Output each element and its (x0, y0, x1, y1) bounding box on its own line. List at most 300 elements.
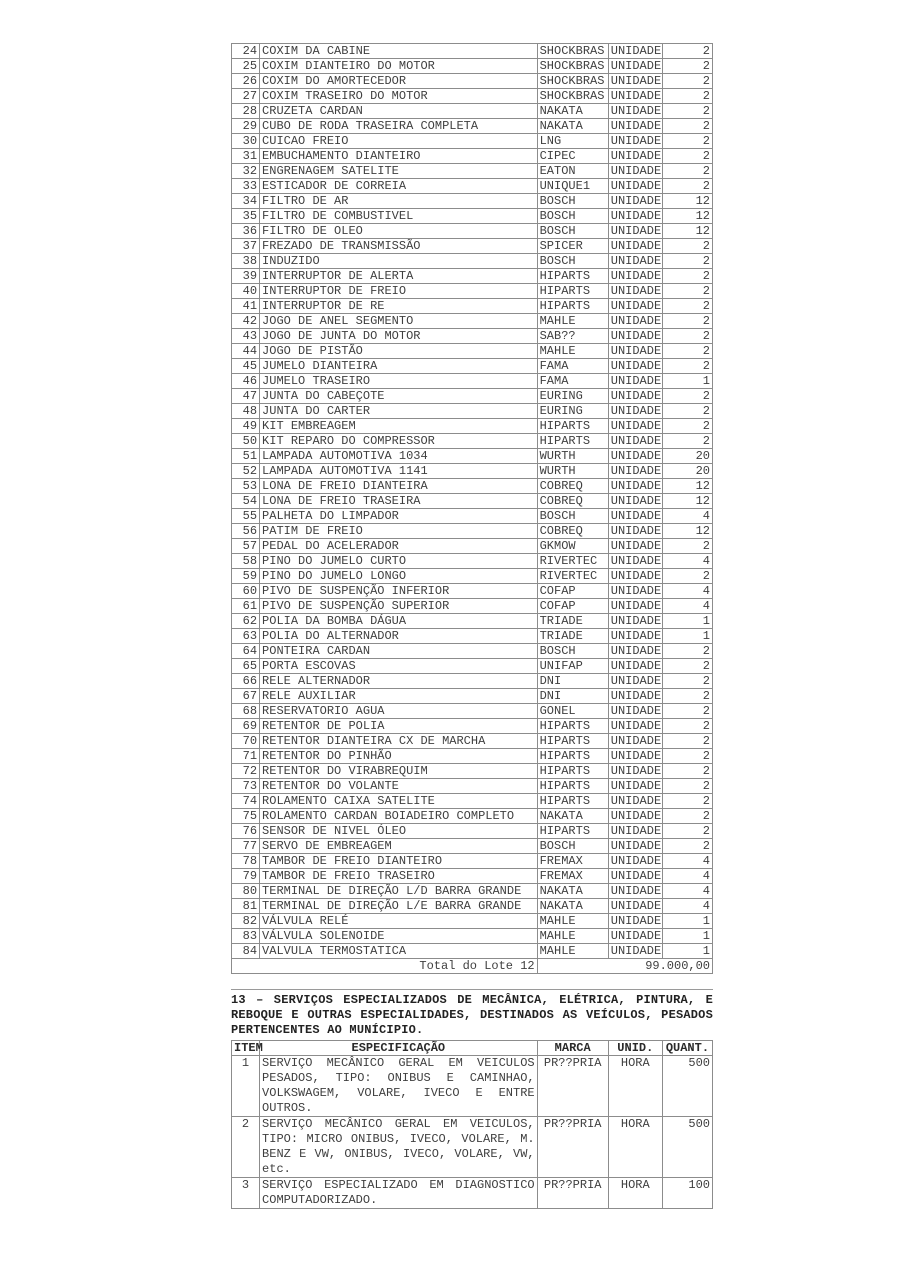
parts-table-row (232, 914, 713, 929)
parts-table-row (232, 704, 713, 719)
quantity-cell: 2 (662, 74, 712, 89)
brand-cell: FAMA (537, 374, 608, 389)
quantity-cell: 100 (662, 1178, 712, 1209)
unit-cell: UNIDADE (608, 539, 662, 554)
item-number-cell: 77 (232, 839, 260, 854)
brand-cell: MAHLE (537, 944, 608, 959)
parts-table-row (232, 929, 713, 944)
brand-cell: SPICER (537, 239, 608, 254)
unit-cell: UNIDADE (608, 164, 662, 179)
unit-cell: UNIDADE (608, 689, 662, 704)
item-number-cell: 49 (232, 419, 260, 434)
quantity-cell: 500 (662, 1056, 712, 1117)
quantity-cell: 4 (662, 599, 712, 614)
unit-cell: UNIDADE (608, 89, 662, 104)
unit-cell: UNIDADE (608, 944, 662, 959)
unit-cell: UNIDADE (608, 74, 662, 89)
quantity-cell: 12 (662, 194, 712, 209)
specification-cell: VÁLVULA RELÉ (260, 914, 538, 929)
unit-cell: UNIDADE (608, 509, 662, 524)
specification-cell: RETENTOR DO PINHÃO (260, 749, 538, 764)
quantity-cell: 2 (662, 434, 712, 449)
unit-cell: UNIDADE (608, 269, 662, 284)
parts-table-row (232, 119, 713, 134)
specification-cell: SERVIÇO ESPECIALIZADO EM DIAGNOSTICO COMPUTADORIZADO. (260, 1178, 538, 1209)
quantity-cell: 2 (662, 344, 712, 359)
parts-table-row (232, 689, 713, 704)
brand-cell: WURTH (537, 449, 608, 464)
specification-cell: FREZADO DE TRANSMISSÃO (260, 239, 538, 254)
item-number-cell: 36 (232, 224, 260, 239)
quantity-cell: 4 (662, 584, 712, 599)
brand-cell: SHOCKBRAS (537, 44, 608, 59)
item-number-cell: 31 (232, 149, 260, 164)
unit-cell: UNIDADE (608, 494, 662, 509)
unit-cell: UNIDADE (608, 194, 662, 209)
parts-table-row (232, 374, 713, 389)
services-table-row (232, 1056, 713, 1117)
quantity-cell: 2 (662, 719, 712, 734)
services-table-row (232, 1178, 713, 1209)
unit-cell: UNIDADE (608, 764, 662, 779)
quantity-cell: 2 (662, 149, 712, 164)
unit-cell: UNIDADE (608, 359, 662, 374)
parts-table-row (232, 779, 713, 794)
item-number-cell: 39 (232, 269, 260, 284)
unit-cell: UNIDADE (608, 554, 662, 569)
unit-cell: UNIDADE (608, 119, 662, 134)
parts-table-row (232, 299, 713, 314)
quantity-cell: 2 (662, 539, 712, 554)
brand-cell: HIPARTS (537, 284, 608, 299)
item-number-cell: 73 (232, 779, 260, 794)
brand-cell: MAHLE (537, 914, 608, 929)
unit-cell: UNIDADE (608, 779, 662, 794)
brand-cell: HIPARTS (537, 764, 608, 779)
parts-table-row (232, 149, 713, 164)
specification-cell: SENSOR DE NIVEL ÓLEO (260, 824, 538, 839)
column-header-quant: QUANT. (662, 1041, 712, 1056)
item-number-cell: 41 (232, 299, 260, 314)
item-number-cell: 72 (232, 764, 260, 779)
column-header-item: ITEM (232, 1041, 260, 1056)
parts-table-row (232, 809, 713, 824)
brand-cell: COBREQ (537, 524, 608, 539)
brand-cell: SHOCKBRAS (537, 59, 608, 74)
unit-cell: UNIDADE (608, 839, 662, 854)
specification-cell: VÁLVULA SOLENOIDE (260, 929, 538, 944)
parts-table-row (232, 944, 713, 959)
brand-cell: PR??PRIA (537, 1117, 608, 1178)
specification-cell: CUICAO FREIO (260, 134, 538, 149)
specification-cell: PATIM DE FREIO (260, 524, 538, 539)
parts-table-row (232, 389, 713, 404)
unit-cell: HORA (608, 1117, 662, 1178)
specification-cell: RETENTOR DIANTEIRA CX DE MARCHA (260, 734, 538, 749)
specification-cell: LONA DE FREIO DIANTEIRA (260, 479, 538, 494)
specification-cell: COXIM DA CABINE (260, 44, 538, 59)
document-content (231, 43, 713, 1209)
item-number-cell: 44 (232, 344, 260, 359)
quantity-cell: 2 (662, 389, 712, 404)
brand-cell: HIPARTS (537, 779, 608, 794)
specification-cell: JOGO DE ANEL SEGMENTO (260, 314, 538, 329)
quantity-cell: 2 (662, 749, 712, 764)
item-number-cell: 32 (232, 164, 260, 179)
item-number-cell: 24 (232, 44, 260, 59)
brand-cell: RIVERTEC (537, 569, 608, 584)
brand-cell: MAHLE (537, 314, 608, 329)
item-number-cell: 51 (232, 449, 260, 464)
item-number-cell: 42 (232, 314, 260, 329)
brand-cell: SAB?? (537, 329, 608, 344)
unit-cell: UNIDADE (608, 479, 662, 494)
brand-cell: HIPARTS (537, 794, 608, 809)
brand-cell: EURING (537, 404, 608, 419)
unit-cell: UNIDADE (608, 524, 662, 539)
quantity-cell: 1 (662, 629, 712, 644)
item-number-cell: 81 (232, 899, 260, 914)
brand-cell: NAKATA (537, 809, 608, 824)
quantity-cell: 2 (662, 164, 712, 179)
unit-cell: UNIDADE (608, 224, 662, 239)
specification-cell: POLIA DO ALTERNADOR (260, 629, 538, 644)
quantity-cell: 2 (662, 329, 712, 344)
unit-cell: UNIDADE (608, 314, 662, 329)
specification-cell: RELE AUXILIAR (260, 689, 538, 704)
parts-table-row (232, 344, 713, 359)
quantity-cell: 4 (662, 854, 712, 869)
unit-cell: UNIDADE (608, 824, 662, 839)
item-number-cell: 71 (232, 749, 260, 764)
services-header-row (232, 1041, 713, 1056)
quantity-cell: 2 (662, 674, 712, 689)
item-number-cell: 76 (232, 824, 260, 839)
brand-cell: EATON (537, 164, 608, 179)
brand-cell: MAHLE (537, 929, 608, 944)
specification-cell: RESERVATORIO AGUA (260, 704, 538, 719)
parts-table-row (232, 764, 713, 779)
parts-table-row (232, 599, 713, 614)
parts-table-row (232, 269, 713, 284)
specification-cell: TERMINAL DE DIREÇÃO L/E BARRA GRANDE (260, 899, 538, 914)
parts-table-row (232, 74, 713, 89)
quantity-cell: 12 (662, 494, 712, 509)
parts-table-row (232, 254, 713, 269)
quantity-cell: 2 (662, 794, 712, 809)
item-number-cell: 50 (232, 434, 260, 449)
specification-cell: FILTRO DE OLEO (260, 224, 538, 239)
unit-cell: UNIDADE (608, 134, 662, 149)
specification-cell: INTERRUPTOR DE ALERTA (260, 269, 538, 284)
brand-cell: WURTH (537, 464, 608, 479)
unit-cell: UNIDADE (608, 239, 662, 254)
brand-cell: BOSCH (537, 194, 608, 209)
specification-cell: JUMELO DIANTEIRA (260, 359, 538, 374)
unit-cell: UNIDADE (608, 329, 662, 344)
quantity-cell: 2 (662, 104, 712, 119)
quantity-cell: 2 (662, 419, 712, 434)
quantity-cell: 1 (662, 374, 712, 389)
specification-cell: LONA DE FREIO TRASEIRA (260, 494, 538, 509)
specification-cell: SERVO DE EMBREAGEM (260, 839, 538, 854)
specification-cell: TERMINAL DE DIREÇÃO L/D BARRA GRANDE (260, 884, 538, 899)
brand-cell: BOSCH (537, 839, 608, 854)
quantity-cell: 2 (662, 404, 712, 419)
unit-cell: UNIDADE (608, 899, 662, 914)
specification-cell: LAMPADA AUTOMOTIVA 1034 (260, 449, 538, 464)
quantity-cell: 2 (662, 239, 712, 254)
parts-table-row (232, 749, 713, 764)
quantity-cell: 2 (662, 299, 712, 314)
unit-cell: UNIDADE (608, 419, 662, 434)
lote12-parts-table (231, 43, 713, 974)
item-number-cell: 56 (232, 524, 260, 539)
parts-table-row (232, 884, 713, 899)
specification-cell: PALHETA DO LIMPADOR (260, 509, 538, 524)
unit-cell: UNIDADE (608, 809, 662, 824)
parts-table-row (232, 284, 713, 299)
unit-cell: UNIDADE (608, 404, 662, 419)
item-number-cell: 65 (232, 659, 260, 674)
brand-cell: CIPEC (537, 149, 608, 164)
specification-cell: RELE ALTERNADOR (260, 674, 538, 689)
brand-cell: FREMAX (537, 869, 608, 884)
parts-table-row (232, 404, 713, 419)
item-number-cell: 60 (232, 584, 260, 599)
item-number-cell: 70 (232, 734, 260, 749)
quantity-cell: 12 (662, 479, 712, 494)
item-number-cell: 59 (232, 569, 260, 584)
brand-cell: MAHLE (537, 344, 608, 359)
specification-cell: COXIM DO AMORTECEDOR (260, 74, 538, 89)
item-number-cell: 26 (232, 74, 260, 89)
parts-table-row (232, 314, 713, 329)
item-number-cell: 33 (232, 179, 260, 194)
item-number-cell: 68 (232, 704, 260, 719)
brand-cell: HIPARTS (537, 269, 608, 284)
unit-cell: UNIDADE (608, 374, 662, 389)
brand-cell: BOSCH (537, 224, 608, 239)
parts-table-row (232, 179, 713, 194)
brand-cell: NAKATA (537, 104, 608, 119)
unit-cell: UNIDADE (608, 149, 662, 164)
item-number-cell: 66 (232, 674, 260, 689)
item-number-cell: 64 (232, 644, 260, 659)
specification-cell: FILTRO DE AR (260, 194, 538, 209)
parts-table-row (232, 734, 713, 749)
quantity-cell: 12 (662, 524, 712, 539)
brand-cell: SHOCKBRAS (537, 89, 608, 104)
unit-cell: UNIDADE (608, 464, 662, 479)
brand-cell: EURING (537, 389, 608, 404)
brand-cell: BOSCH (537, 644, 608, 659)
specification-cell: KIT EMBREAGEM (260, 419, 538, 434)
parts-table-row (232, 329, 713, 344)
specification-cell: PINO DO JUMELO CURTO (260, 554, 538, 569)
parts-table-row (232, 569, 713, 584)
parts-table-row (232, 584, 713, 599)
specification-cell: FILTRO DE COMBUSTIVEL (260, 209, 538, 224)
specification-cell: LAMPADA AUTOMOTIVA 1141 (260, 464, 538, 479)
specification-cell: COXIM DIANTEIRO DO MOTOR (260, 59, 538, 74)
brand-cell: BOSCH (537, 209, 608, 224)
unit-cell: HORA (608, 1178, 662, 1209)
unit-cell: UNIDADE (608, 569, 662, 584)
unit-cell: UNIDADE (608, 704, 662, 719)
parts-table-row (232, 794, 713, 809)
brand-cell: UNIFAP (537, 659, 608, 674)
quantity-cell: 2 (662, 809, 712, 824)
specification-cell: JOGO DE PISTÃO (260, 344, 538, 359)
parts-table-row (232, 449, 713, 464)
quantity-cell: 2 (662, 359, 712, 374)
parts-table-row (232, 479, 713, 494)
quantity-cell: 2 (662, 134, 712, 149)
item-number-cell: 75 (232, 809, 260, 824)
specification-cell: POLIA DA BOMBA DÁGUA (260, 614, 538, 629)
unit-cell: UNIDADE (608, 209, 662, 224)
brand-cell: HIPARTS (537, 419, 608, 434)
specification-cell: CUBO DE RODA TRASEIRA COMPLETA (260, 119, 538, 134)
specification-cell: TAMBOR DE FREIO DIANTEIRO (260, 854, 538, 869)
unit-cell: UNIDADE (608, 389, 662, 404)
specification-cell: JOGO DE JUNTA DO MOTOR (260, 329, 538, 344)
quantity-cell: 1 (662, 929, 712, 944)
item-number-cell: 79 (232, 869, 260, 884)
item-number-cell: 78 (232, 854, 260, 869)
parts-table-row (232, 494, 713, 509)
item-number-cell: 48 (232, 404, 260, 419)
quantity-cell: 4 (662, 554, 712, 569)
unit-cell: UNIDADE (608, 344, 662, 359)
parts-table-row (232, 539, 713, 554)
unit-cell: UNIDADE (608, 59, 662, 74)
quantity-cell: 2 (662, 689, 712, 704)
brand-cell: GONEL (537, 704, 608, 719)
parts-table-row (232, 509, 713, 524)
item-number-cell: 58 (232, 554, 260, 569)
item-number-cell: 27 (232, 89, 260, 104)
unit-cell: UNIDADE (608, 254, 662, 269)
brand-cell: RIVERTEC (537, 554, 608, 569)
quantity-cell: 20 (662, 449, 712, 464)
specification-cell: PONTEIRA CARDAN (260, 644, 538, 659)
specification-cell: INDUZIDO (260, 254, 538, 269)
quantity-cell: 1 (662, 614, 712, 629)
quantity-cell: 2 (662, 824, 712, 839)
parts-table-row (232, 44, 713, 59)
item-number-cell: 35 (232, 209, 260, 224)
parts-table-row (232, 104, 713, 119)
unit-cell: UNIDADE (608, 869, 662, 884)
lote12-total-value: 99.000,00 (537, 959, 712, 974)
lote12-total-row (232, 959, 713, 974)
item-number-cell: 83 (232, 929, 260, 944)
specification-cell: SERVIÇO MECÂNICO GERAL EM VEICULOS PESADOS, TIPO: ONIBUS E CAMINHAO, VOLKSWAGEM, VOLARE, IVECO E ENTRE OUTROS. (260, 1056, 538, 1117)
brand-cell: TRIADE (537, 614, 608, 629)
item-number-cell: 38 (232, 254, 260, 269)
quantity-cell: 1 (662, 944, 712, 959)
parts-table-row (232, 899, 713, 914)
unit-cell: UNIDADE (608, 599, 662, 614)
brand-cell: HIPARTS (537, 749, 608, 764)
unit-cell: UNIDADE (608, 749, 662, 764)
specification-cell: ESTICADOR DE CORREIA (260, 179, 538, 194)
specification-cell: RETENTOR DE POLIA (260, 719, 538, 734)
brand-cell: COFAP (537, 599, 608, 614)
brand-cell: SHOCKBRAS (537, 74, 608, 89)
item-number-cell: 34 (232, 194, 260, 209)
quantity-cell: 2 (662, 704, 712, 719)
quantity-cell: 2 (662, 314, 712, 329)
quantity-cell: 4 (662, 869, 712, 884)
quantity-cell: 12 (662, 209, 712, 224)
quantity-cell: 2 (662, 644, 712, 659)
item-number-cell: 63 (232, 629, 260, 644)
parts-table-row (232, 824, 713, 839)
brand-cell: NAKATA (537, 899, 608, 914)
specification-cell: RETENTOR DO VIRABREQUIM (260, 764, 538, 779)
unit-cell: UNIDADE (608, 449, 662, 464)
item-number-cell: 43 (232, 329, 260, 344)
unit-cell: UNIDADE (608, 179, 662, 194)
item-number-cell: 55 (232, 509, 260, 524)
parts-table-row (232, 674, 713, 689)
brand-cell: PR??PRIA (537, 1056, 608, 1117)
parts-table-row (232, 839, 713, 854)
item-number-cell: 1 (232, 1056, 260, 1117)
brand-cell: GKMOW (537, 539, 608, 554)
specification-cell: RETENTOR DO VOLANTE (260, 779, 538, 794)
unit-cell: UNIDADE (608, 104, 662, 119)
specification-cell: SERVIÇO MECÂNICO GERAL EM VEICULOS, TIPO: MICRO ONIBUS, IVECO, VOLARE, M. BENZ E VW, ONIBUS, IVECO, VOLARE, VW, etc. (260, 1117, 538, 1178)
item-number-cell: 74 (232, 794, 260, 809)
quantity-cell: 1 (662, 914, 712, 929)
quantity-cell: 2 (662, 779, 712, 794)
specification-cell: ROLAMENTO CAIXA SATELITE (260, 794, 538, 809)
item-number-cell: 54 (232, 494, 260, 509)
quantity-cell: 2 (662, 764, 712, 779)
quantity-cell: 4 (662, 899, 712, 914)
specification-cell: INTERRUPTOR DE FREIO (260, 284, 538, 299)
item-number-cell: 53 (232, 479, 260, 494)
specification-cell: TAMBOR DE FREIO TRASEIRO (260, 869, 538, 884)
parts-table-row (232, 644, 713, 659)
specification-cell: CRUZETA CARDAN (260, 104, 538, 119)
item-number-cell: 82 (232, 914, 260, 929)
specification-cell: VALVULA TERMOSTATICA (260, 944, 538, 959)
quantity-cell: 4 (662, 509, 712, 524)
parts-table-row (232, 464, 713, 479)
unit-cell: UNIDADE (608, 674, 662, 689)
parts-table-row (232, 239, 713, 254)
item-number-cell: 25 (232, 59, 260, 74)
specification-cell: JUMELO TRASEIRO (260, 374, 538, 389)
item-number-cell: 45 (232, 359, 260, 374)
parts-table-row (232, 869, 713, 884)
item-number-cell: 84 (232, 944, 260, 959)
parts-table-row (232, 209, 713, 224)
quantity-cell: 500 (662, 1117, 712, 1178)
unit-cell: UNIDADE (608, 929, 662, 944)
unit-cell: UNIDADE (608, 794, 662, 809)
specification-cell: PIVO DE SUSPENÇÃO SUPERIOR (260, 599, 538, 614)
unit-cell: UNIDADE (608, 914, 662, 929)
unit-cell: UNIDADE (608, 434, 662, 449)
quantity-cell: 2 (662, 119, 712, 134)
specification-cell: ENGRENAGEM SATELITE (260, 164, 538, 179)
